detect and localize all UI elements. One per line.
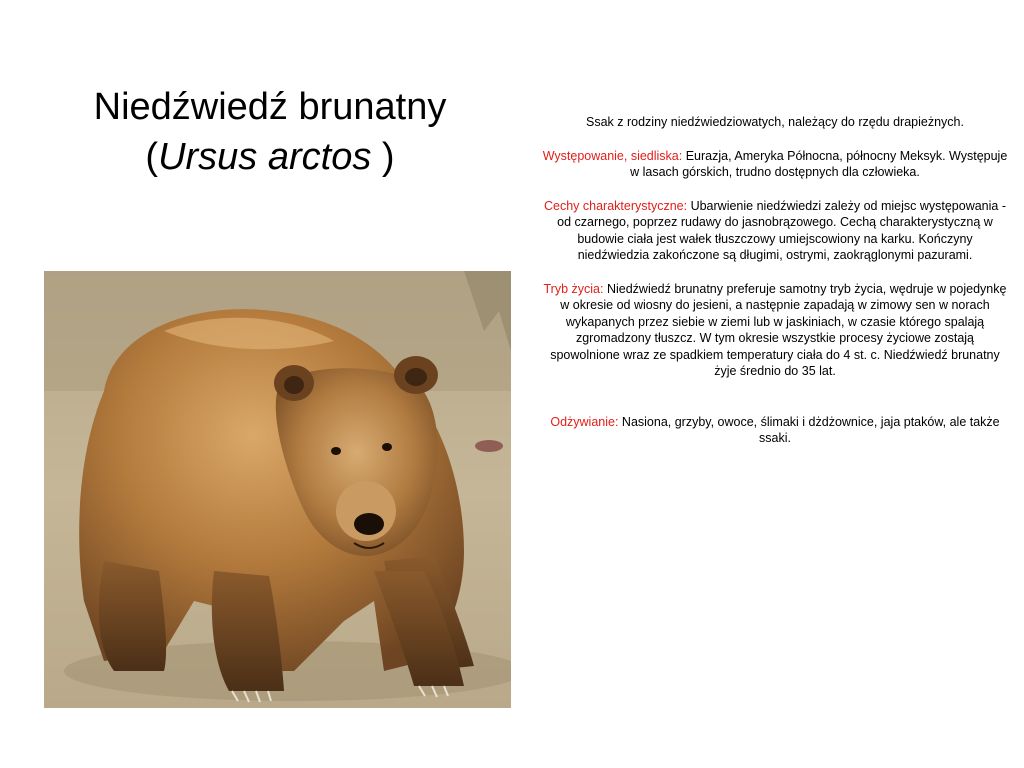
occurrence-paragraph — [540, 148, 1010, 181]
features-paragraph — [540, 198, 1010, 264]
features-label: Cechy charakterystyczne: — [544, 198, 688, 213]
description — [540, 114, 1010, 464]
title-latin-name: Ursus arctos — [158, 136, 372, 178]
diet-paragraph — [540, 414, 1010, 447]
diet-label: Odżywianie: — [550, 414, 619, 429]
title-open-paren: ( — [145, 136, 159, 178]
diet-text: Nasiona, grzyby, owoce, ślimaki i dżdżownice, jaja ptaków, ale także ssaki. — [618, 414, 1000, 445]
title-close-paren: ) — [371, 136, 395, 178]
lifestyle-paragraph — [540, 281, 1010, 380]
brown-bear-photo — [44, 271, 511, 708]
features-text: Ubarwienie niedźwiedzi zależy od miejsc występowania - od czarnego, poprzez rudawy do jasnobrązowego. Cechą charakterystyczną w budowie ciała jest wałek tłuszczowy umiejscowiony na karku. Kończyny niedźwiedzia zakończone są długimi, ostrymi, zaokrąglonymi pazurami. — [557, 198, 1006, 262]
slide-title — [20, 82, 520, 182]
title-latin-line — [20, 132, 520, 182]
occurrence-text: Eurazja, Ameryka Północna, północny Meksyk. Występuje w lasach górskich, trudno dostępnych dla człowieka. — [630, 148, 1008, 179]
occurrence-label: Występowanie, siedliska: — [542, 148, 683, 163]
title-common-name: Niedźwiedź brunatny — [93, 86, 447, 128]
intro-paragraph: Ssak z rodziny niedźwiedziowatych, należący do rzędu drapieżnych. — [586, 115, 964, 129]
lifestyle-label: Tryb życia: — [543, 281, 604, 296]
lifestyle-text: Niedźwiedź brunatny preferuje samotny tryb życia, wędruje w pojedynkę w okresie od wiosny do jesieni, a następnie zapadają w zimowy sen w norach wykapanych przez siebie w ziemi lub w jaskiniach, w czasie którego spalają zgromadzony tłuszcz. W tym okresie wszystkie procesy życiowe zostają spowolnione wraz ze spadkiem temperatury ciała do 4 st. c. Niedźwiedź brunatny żyje średnio do 35 lat. — [550, 281, 1007, 378]
